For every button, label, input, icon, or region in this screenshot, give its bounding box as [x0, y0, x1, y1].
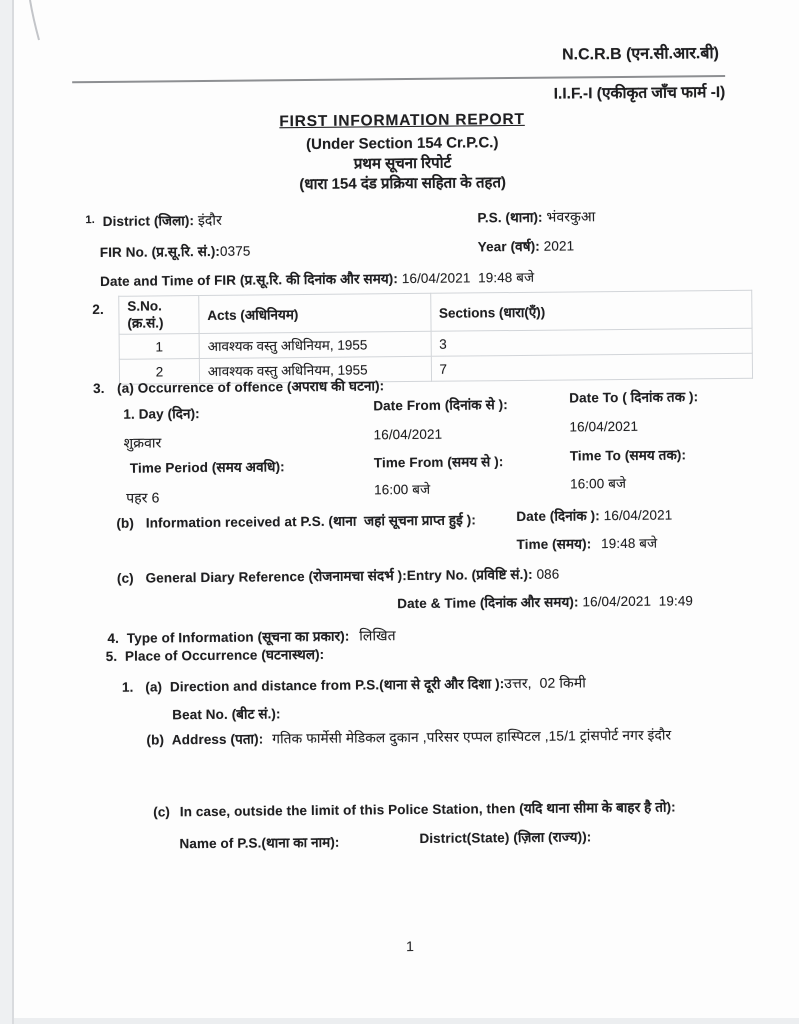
occurrence-heading: (a) Occurrence of offence (अपराध की घटना): — [117, 378, 385, 396]
section4-number: 4. — [107, 630, 120, 646]
acts-row2-section: 7 — [431, 353, 753, 381]
title-subtitle-hi: (धारा 154 दंड प्रक्रिया सहिता के तहत) — [299, 174, 507, 194]
info-date-line — [516, 508, 672, 526]
ncrb-header-line: N.C.R.B (एन.सी.आर.बी) — [561, 45, 720, 64]
type-of-information-value: लिखित — [359, 627, 396, 644]
type-of-information-label: Type of Information (सूचना का प्रकार): — [126, 628, 350, 646]
acts-header-acts: Acts (अधिनियम) — [199, 293, 431, 333]
place-of-occurrence-line — [106, 647, 325, 666]
acts-table-header-row — [119, 290, 752, 334]
time-to-value: 16:00 बजे — [569, 475, 627, 492]
gd-entry-value: 086 — [536, 566, 560, 582]
document-content — [7, 0, 799, 1024]
page-number: 1 — [405, 938, 414, 955]
acts-header-sno: S.No. (क्र.सं.) — [119, 296, 199, 335]
acts-row1-sno: 1 — [119, 334, 199, 360]
acts-header-sections: Sections (धारा(एँ)) — [430, 290, 752, 331]
time-period-label: Time Period (समय अवधि): — [129, 459, 285, 476]
title-subtitle-en: (Under Section 154 Cr.P.C.) — [306, 134, 499, 154]
beat-no-label: Beat No. (बीट सं.): — [172, 706, 281, 723]
fir-datetime-value: 16/04/2021 19:48 बजे — [401, 269, 535, 287]
outside-limit-label: In case, outside the limit of this Police Station, then (यदि थाना सीमा के बाहर है तो): — [179, 799, 676, 820]
section3-number: 3. — [93, 380, 105, 397]
acts-table — [118, 290, 753, 385]
scan-left-edge — [0, 0, 14, 1024]
address-label: Address (पता): — [171, 731, 264, 748]
acts-row2-act: आवश्यक वस्तु अधिनियम, 1955 — [199, 356, 431, 383]
fir-datetime-line — [100, 270, 534, 291]
ps-value: भंवरकुआ — [546, 208, 596, 225]
year-line — [478, 238, 575, 256]
time-to-label: Time To (समय तक): — [569, 447, 687, 464]
acts-row2-sno: 2 — [119, 359, 199, 385]
info-received-label: Information received at P.S. (थाना जहां सूचना प्राप्त हुई ): — [145, 512, 476, 531]
gd-datetime-line — [397, 593, 693, 613]
ps-label: P.S. (थाना): — [477, 209, 543, 226]
info-time-label: Time (समय): — [516, 536, 592, 552]
address-line — [146, 727, 671, 750]
title-hindi: प्रथम सूचना रिपोर्ट — [353, 154, 452, 173]
date-from-value: 16/04/2021 — [373, 426, 443, 443]
fir-no-value: 0375 — [219, 243, 251, 259]
iif-header-line: I.I.F.-I (एकीकृत जाँच फार्म -I) — [553, 83, 726, 103]
address-value: गतिक फार्मेसी मेडिकल दुकान ,परिसर एप्पल हास्पिटल ,15/1 ट्रांसपोर्ट नगर इंदौर — [272, 727, 672, 747]
document-title: FIRST INFORMATION REPORT — [279, 110, 525, 131]
gd-reference-label: General Diary Reference (रोजनामचा संदर्भ ): — [145, 568, 407, 586]
year-label: Year (वर्ष): — [477, 238, 540, 255]
acts-row1-act: आवश्यक वस्तु अधिनियम, 1955 — [199, 331, 431, 358]
item1-number: 1. — [121, 679, 134, 695]
pen-mark-artifact — [16, 0, 56, 48]
day-value: शुक्रवार — [123, 434, 162, 451]
info-date-value: 16/04/2021 — [603, 507, 673, 524]
place-of-occurrence-label: Place of Occurrence (घटनास्थल): — [124, 646, 325, 664]
date-to-label: Date To ( दिनांक तक ): — [569, 389, 699, 406]
gd-entry-label: Entry No. (प्रविष्टि सं.): — [406, 566, 533, 584]
outside-limit-prefix: (c) — [153, 804, 171, 820]
direction-label: Direction and distance from P.S.(थाना से दूरी और दिशा ): — [169, 676, 505, 695]
outside-limit-line — [153, 799, 676, 821]
district-value: इंदौर — [197, 211, 222, 229]
section5-number: 5. — [105, 648, 118, 664]
fir-no-label: FIR No. (प्र.सू.रि. सं.): — [99, 243, 221, 260]
day-label: 1. Day (दिन): — [123, 406, 200, 422]
district-state-label: District(State) (ज़िला (राज्य)): — [419, 829, 592, 846]
section1-number: 1. — [85, 214, 95, 227]
direction-distance-line — [122, 674, 586, 696]
time-period-value: पहर 6 — [126, 489, 160, 506]
fir-no-line — [100, 244, 251, 262]
info-received-line — [116, 512, 476, 532]
gd-datetime-label: Date & Time (दिनांक और समय): — [397, 594, 579, 612]
info-received-prefix: (b) — [116, 515, 135, 531]
time-from-label: Time From (समय से ): — [373, 454, 504, 471]
title-block — [8, 107, 796, 198]
acts-row1-section: 3 — [431, 328, 753, 356]
direction-prefix: (a) — [145, 679, 163, 695]
info-time-line — [517, 536, 658, 554]
district-line — [85, 212, 222, 231]
gd-datetime-value: 16/04/2021 19:49 — [582, 593, 694, 610]
district-label: District (जिला): — [102, 213, 195, 229]
scan-bottom-edge — [0, 1018, 799, 1024]
direction-value: उत्तर, 02 किमी — [504, 674, 587, 692]
year-value: 2021 — [543, 238, 575, 254]
section2-number: 2. — [92, 301, 104, 318]
date-from-label: Date From (दिनांक से ): — [373, 397, 508, 414]
date-to-value: 16/04/2021 — [569, 418, 639, 435]
gd-reference-prefix: (c) — [116, 570, 134, 586]
type-of-information-line — [107, 627, 395, 648]
name-of-ps-label: Name of P.S.(थाना का नाम): — [179, 834, 340, 852]
time-from-value: 16:00 बजे — [374, 481, 431, 498]
gd-reference-line — [117, 567, 560, 588]
info-time-value: 19:48 बजे — [601, 535, 658, 552]
fir-datetime-label: Date and Time of FIR (प्र.सू.रि. की दिनांक और समय): — [100, 271, 399, 289]
ps-line — [477, 208, 595, 227]
info-date-label: Date (दिनांक ): — [516, 508, 600, 524]
address-prefix: (b) — [146, 732, 165, 748]
